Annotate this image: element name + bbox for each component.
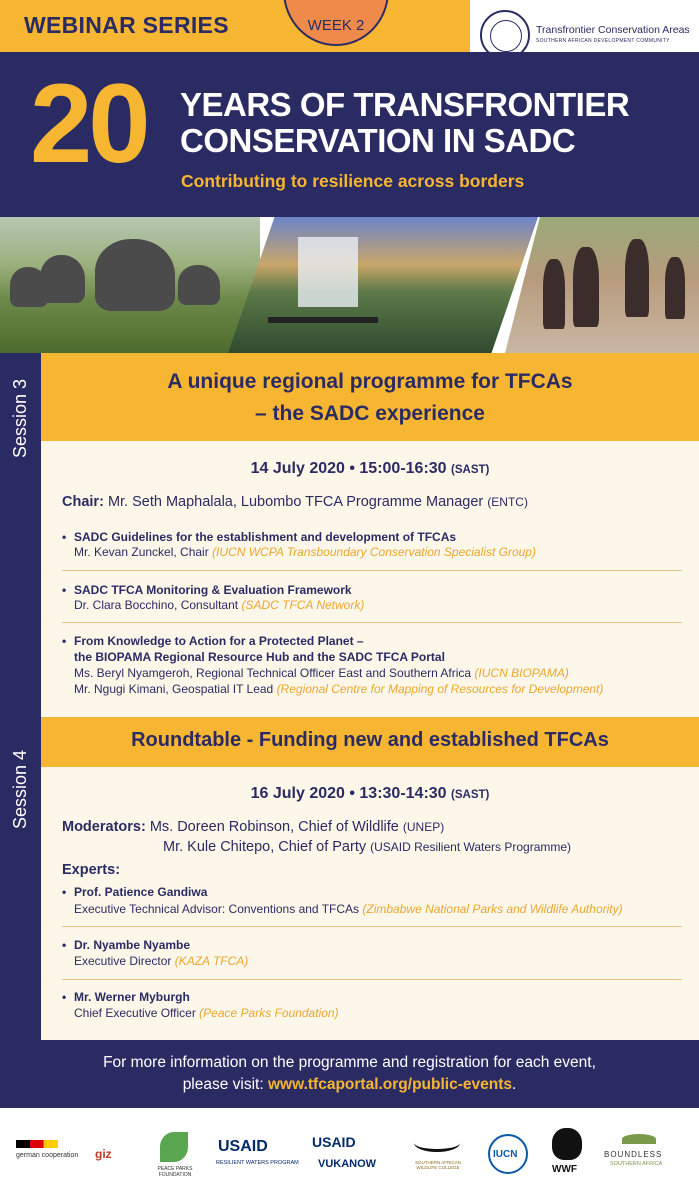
divider	[62, 622, 682, 623]
expert-role-text: Executive Technical Advisor: Conventions and TFCAs	[74, 902, 360, 916]
moderator-name: Ms. Doreen Robinson, Chief of Wildlife	[149, 819, 399, 835]
divider	[62, 926, 682, 927]
agenda-item-title: SADC Guidelines for the establishment and development of TFCAs	[74, 530, 457, 544]
bullet-icon: •	[62, 583, 67, 597]
german-cooperation-logo: german cooperation	[16, 1152, 79, 1159]
expert-role	[74, 902, 623, 916]
iucn-logo: IUCN	[493, 1149, 518, 1160]
registration-link[interactable]: www.tfcaportal.org/public-events	[267, 1076, 512, 1093]
children-photo	[505, 217, 699, 353]
wwf-logo: WWF	[552, 1164, 577, 1175]
expert-role	[74, 1006, 339, 1020]
sawc-bird-icon	[414, 1134, 460, 1152]
child-shape	[573, 247, 599, 327]
waterfall-mist	[298, 237, 358, 307]
info-line1: For more information on the programme and registration for each event,	[103, 1054, 596, 1071]
info-line2	[0, 1076, 699, 1094]
bullet-icon: •	[62, 530, 67, 544]
org-name: Transfrontier Conservation Areas	[536, 24, 690, 36]
session3-date-text: 14 July 2020 • 15:00-16:30	[250, 460, 447, 477]
session4-date	[41, 785, 699, 803]
usaid-logo-2: USAID	[312, 1134, 356, 1150]
session4-timezone: (SAST)	[451, 789, 490, 801]
session3-date	[41, 460, 699, 478]
hero-title-line1: YEARS OF TRANSFRONTIER	[180, 86, 630, 123]
info-prefix: please visit:	[182, 1076, 264, 1093]
usaid-logo-1: USAID	[218, 1138, 268, 1155]
expert-org: (KAZA TFCA)	[174, 954, 249, 968]
hero-subtitle: Contributing to resilience across borders	[181, 171, 525, 191]
session4-date-text: 16 July 2020 • 13:30-14:30	[250, 785, 447, 802]
expert-name: Dr. Nyambe Nyambe	[74, 938, 191, 952]
session3-timezone: (SAST)	[451, 464, 490, 476]
child-shape	[625, 239, 649, 317]
speaker-org: (SADC TFCA Network)	[241, 598, 365, 612]
vukanow-logo: VUKANOW	[318, 1158, 377, 1170]
speaker-name: Mr. Ngugi Kimani, Geospatial IT Lead	[74, 682, 274, 696]
sawc-logo: SOUTHERN AFRICAN WILDLIFE COLLEGE	[414, 1160, 461, 1170]
divider	[62, 570, 682, 571]
moderator-1	[62, 819, 444, 835]
moderator-org: (USAID Resilient Waters Programme)	[370, 840, 572, 854]
session3-sidebar	[0, 353, 41, 717]
usaid-sub-1: RESILIENT WATERS PROGRAM	[216, 1160, 299, 1166]
expert-role-text: Chief Executive Officer	[74, 1006, 196, 1020]
moderator-2	[163, 839, 571, 855]
peace-parks-logo: PEACE PARKS FOUNDATION	[157, 1166, 193, 1178]
speaker-org: (Regional Centre for Mapping of Resources for Development)	[276, 682, 604, 696]
info-banner	[0, 1040, 699, 1108]
agenda-item-speaker	[74, 598, 364, 612]
moderator-name: Mr. Kule Chitepo, Chief of Party	[163, 839, 367, 855]
agenda-item-title-cont: the BIOPAMA Regional Resource Hub and the SADC TFCA Portal	[74, 650, 445, 664]
speaker-name: Ms. Beryl Nyamgeroh, Regional Technical Officer East and Southern Africa	[74, 666, 472, 680]
elephants-photo	[0, 217, 260, 353]
speaker-name: Dr. Clara Bocchino, Consultant	[74, 598, 239, 612]
moderators-label: Moderators:	[62, 819, 146, 835]
agenda-item-speaker	[74, 545, 536, 559]
elephant-shape	[95, 239, 175, 311]
giz-logo: giz	[95, 1147, 112, 1161]
photo-strip	[0, 217, 699, 353]
expert-org: (Peace Parks Foundation)	[199, 1006, 339, 1020]
session3-chair	[62, 494, 528, 510]
child-shape	[543, 259, 565, 329]
speaker-org: (IUCN BIOPAMA)	[474, 666, 569, 680]
experts-label: Experts:	[62, 862, 121, 878]
divider	[62, 979, 682, 980]
boundless-icon	[622, 1134, 656, 1144]
session3-title-line2: – the SADC experience	[255, 402, 485, 425]
expert-name: Prof. Patience Gandiwa	[74, 885, 208, 899]
session3-label: Session 3	[10, 378, 30, 458]
elephant-shape	[178, 265, 220, 305]
expert-role	[74, 954, 248, 968]
session3-title-bar	[41, 353, 699, 441]
org-subtitle: SOUTHERN AFRICAN DEVELOPMENT COMMUNITY	[536, 38, 670, 44]
moderator-org: (UNEP)	[402, 820, 445, 834]
week-label: WEEK 2	[307, 17, 365, 34]
expert-org: (Zimbabwe National Parks and Wildlife Authority)	[362, 902, 623, 916]
boundless-logo: BOUNDLESS	[604, 1150, 663, 1159]
series-title: WEBINAR SERIES	[24, 12, 229, 38]
chair-org: (ENTC)	[487, 495, 528, 509]
speaker-name: Mr. Kevan Zunckel, Chair	[74, 545, 209, 559]
agenda-item-title: From Knowledge to Action for a Protected Planet –	[74, 634, 364, 648]
agenda-item-title: SADC TFCA Monitoring & Evaluation Framework	[74, 583, 352, 597]
german-flag-icon	[16, 1140, 58, 1148]
chair-label: Chair:	[62, 494, 104, 510]
session3-title-line1: A unique regional programme for TFCAs	[167, 370, 573, 393]
hero-title-line2: CONSERVATION IN SADC	[180, 122, 576, 159]
boundless-sub: SOUTHERN AFRICA	[610, 1161, 663, 1167]
chair-name: Mr. Seth Maphalala, Lubombo TFCA Programme Manager	[107, 494, 484, 510]
session4-sidebar	[0, 717, 41, 1040]
peace-parks-icon	[160, 1132, 188, 1162]
expert-name: Mr. Werner Myburgh	[74, 990, 190, 1004]
speaker-org: (IUCN WCPA Transboundary Conservation Specialist Group)	[212, 545, 536, 559]
info-suffix: .	[512, 1076, 517, 1093]
bullet-icon: •	[62, 885, 67, 899]
expert-role-text: Executive Director	[74, 954, 172, 968]
waterfall-photo	[228, 217, 538, 353]
agenda-item-speaker	[74, 666, 569, 680]
bullet-icon: •	[62, 938, 67, 952]
bridge-shape	[268, 317, 378, 323]
bullet-icon: •	[62, 634, 67, 648]
wwf-panda-icon	[552, 1128, 582, 1160]
session4-label: Session 4	[10, 749, 30, 829]
agenda-item-speaker	[74, 682, 603, 696]
session4-title: Roundtable - Funding new and established TFCAs	[131, 729, 609, 751]
hero-number: 20	[30, 61, 147, 186]
child-shape	[665, 257, 685, 319]
bullet-icon: •	[62, 990, 67, 1004]
elephant-shape	[10, 267, 48, 307]
